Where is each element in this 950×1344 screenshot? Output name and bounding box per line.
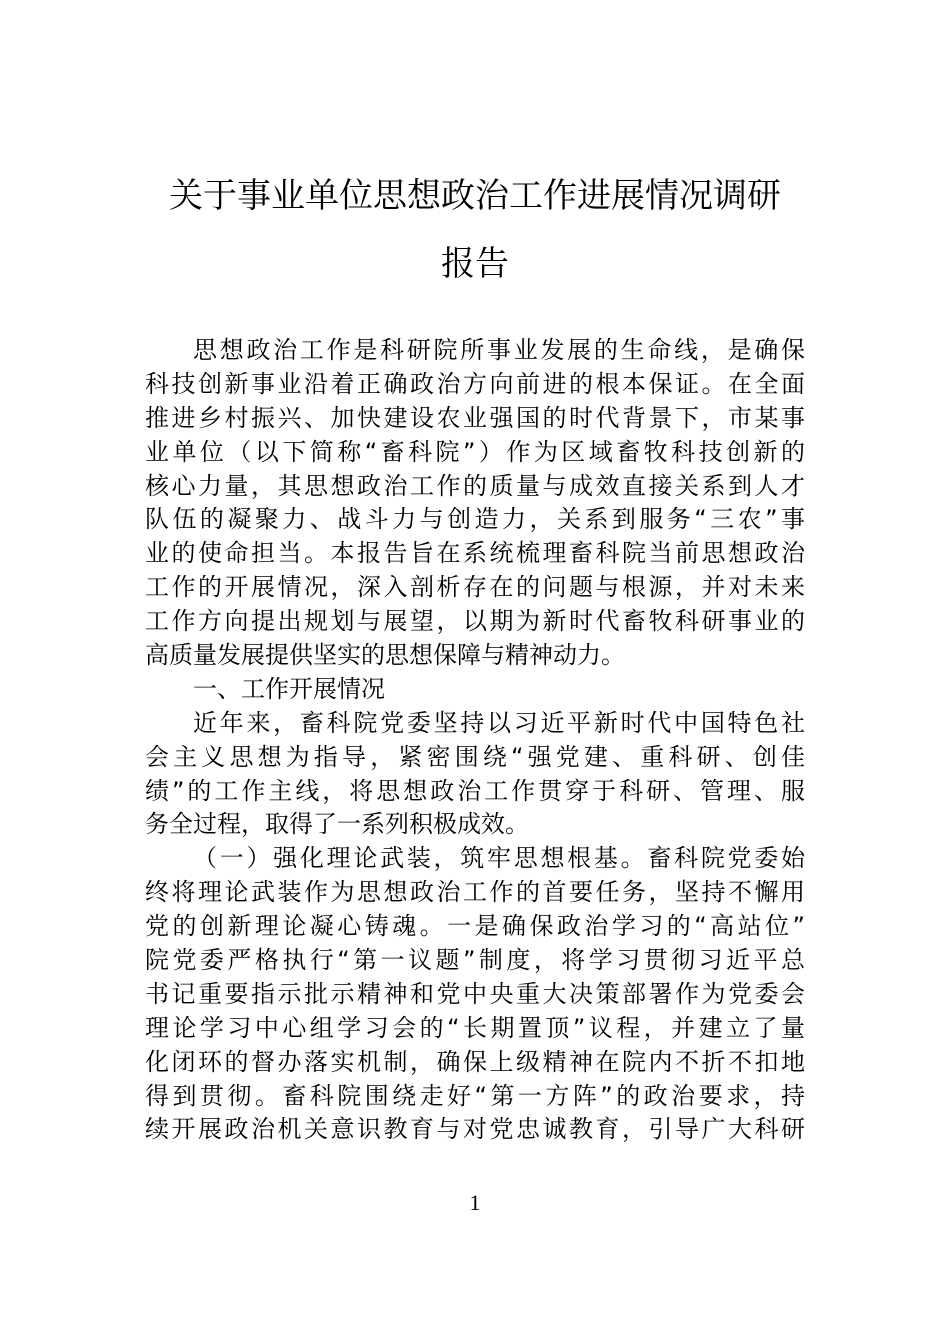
body-line: 核心力量，其思想政治工作的质量与成效直接关系到人才	[145, 471, 805, 500]
body-line: 工作的开展情况，深入剖析存在的问题与根源，并对未来	[145, 573, 805, 602]
body-line: 科技创新事业沿着正确政治方向前进的根本保证。在全面	[145, 369, 805, 398]
body-line: 近年来，畜科院党委坚持以习近平新时代中国特色社	[193, 708, 805, 737]
body-line: 续开展政治机关意识教育与对党忠诚教育，引导广大科研	[145, 1115, 805, 1144]
document-body	[145, 334, 805, 1147]
body-line: 思想政治工作是科研院所事业发展的生命线，是确保	[193, 336, 805, 364]
body-line: 理论学习中心组学习会的“长期置顶”议程，并建立了量	[145, 1013, 805, 1042]
body-line: 会主义思想为指导，紧密围绕“强党建、重科研、创佳	[145, 742, 805, 771]
body-line: 书记重要指示批示精神和党中央重大决策部署作为党委会	[145, 979, 805, 1008]
page-number: 1	[469, 1190, 481, 1215]
body-line: 推进乡村振兴、加快建设农业强国的时代背景下，市某事	[145, 403, 805, 432]
body-line: 业的使命担当。本报告旨在系统梳理畜科院当前思想政治	[145, 539, 805, 568]
body-line: 化闭环的督办落实机制，确保上级精神在院内不折不扣地	[145, 1047, 805, 1076]
body-line: 高质量发展提供坚实的思想保障与精神动力。	[145, 641, 625, 670]
body-line: 绩”的工作主线，将思想政治工作贯穿于科研、管理、服	[145, 776, 805, 805]
body-line: 业单位（以下简称“畜科院”）作为区域畜牧科技创新的	[145, 437, 805, 466]
body-line: 终将理论武装作为思想政治工作的首要任务，坚持不懈用	[145, 878, 805, 907]
body-line: （一）强化理论武装，筑牢思想根基。畜科院党委始	[193, 844, 805, 873]
body-line: 务全过程，取得了一系列积极成效。	[145, 810, 529, 839]
body-line: 队伍的凝聚力、战斗力与创造力，关系到服务“三农”事	[145, 505, 805, 534]
body-line: 工作方向提出规划与展望，以期为新时代畜牧科研事业的	[145, 607, 805, 636]
document-title-line-1: 关于事业单位思想政治工作进展情况调研	[169, 176, 781, 216]
section-heading: 一、工作开展情况	[193, 674, 385, 703]
body-line: 党的创新理论凝心铸魂。一是确保政治学习的“高站位”	[145, 912, 805, 941]
body-line: 院党委严格执行“第一议题”制度，将学习贯彻习近平总	[145, 946, 805, 975]
body-line: 得到贯彻。畜科院围绕走好“第一方阵”的政治要求，持	[145, 1081, 805, 1110]
document-title-line-2: 报告	[441, 244, 509, 284]
